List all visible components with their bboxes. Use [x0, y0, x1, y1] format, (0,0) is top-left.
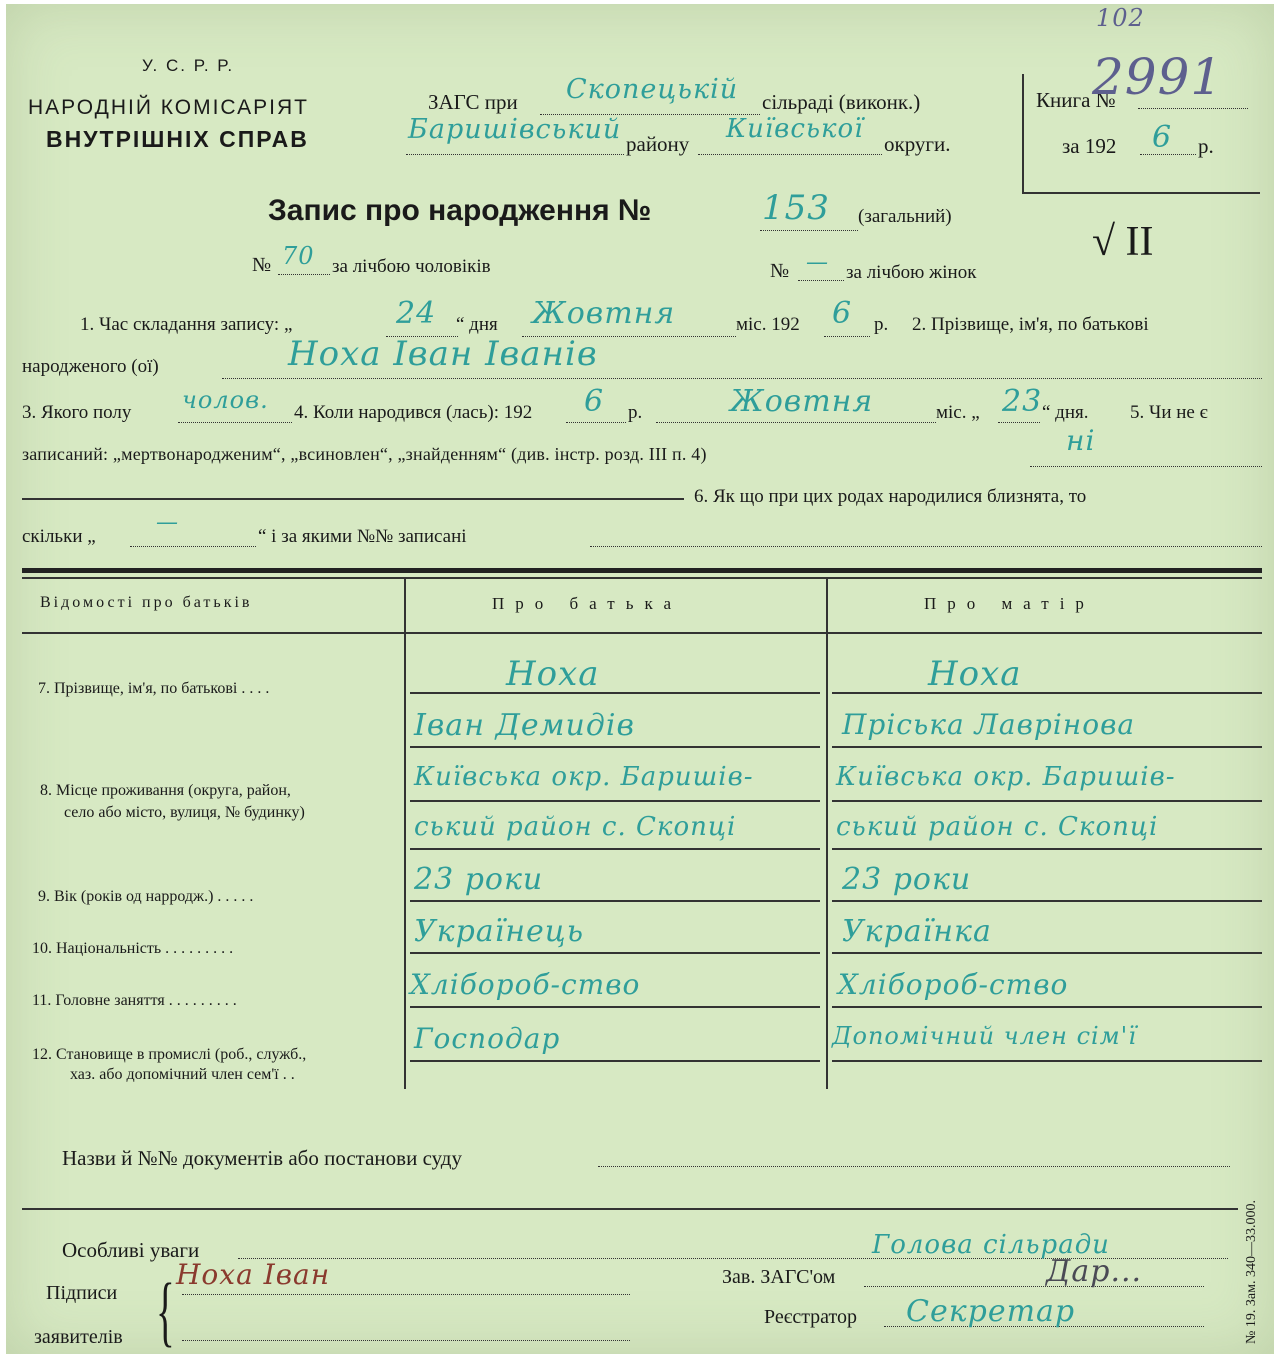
field5-extra-line: [22, 498, 684, 500]
okruha-line: [698, 154, 882, 155]
signatures-label-2: заявителів: [34, 1326, 123, 1348]
birth-record-form: [6, 4, 1274, 1354]
row-line: [832, 848, 1262, 850]
field1-year-prefix: міс. 192: [736, 314, 800, 335]
field4-year-value: 6: [584, 384, 605, 419]
field4-mid: р.: [628, 402, 643, 423]
row-line: [832, 692, 1262, 694]
field1-mid: “ дня: [456, 314, 498, 335]
field3-label: 3. Якого полу: [22, 402, 132, 423]
mother-name: Пріська Лаврінова: [842, 708, 1136, 741]
col-header-father: Про батька: [492, 594, 683, 613]
head-label: Зав. ЗАГС'ом: [722, 1266, 836, 1288]
mother-age: 23 роки: [842, 862, 972, 897]
field2-value: Ноха Іван Іванів: [288, 334, 598, 374]
col-header-labels: Відомості про батьків: [40, 594, 253, 611]
row-label-12a: 12. Становище в промислі (роб., служб.,: [32, 1046, 307, 1063]
field2-label: 2. Прізвище, ім'я, по батькові: [912, 314, 1149, 335]
row-line: [832, 1006, 1262, 1008]
row-line: [832, 800, 1262, 802]
field2-line: [222, 378, 1262, 379]
field1-year-suffix: р.: [874, 314, 889, 335]
field5-label: 5. Чи не є: [1130, 402, 1208, 423]
father-status: Господар: [414, 1022, 561, 1055]
book-year-prefix: за 192: [1062, 134, 1117, 158]
ministry-line1: НАРОДНІЙ КОМІСАРІЯТ: [28, 96, 309, 119]
mother-surname: Ноха: [928, 654, 1022, 694]
mother-occupation: Хлібороб-ство: [838, 968, 1069, 1001]
field4-month-line: [656, 422, 936, 423]
district-value: Баришівський: [408, 114, 622, 145]
field6-label-cont-a: скільки „: [22, 526, 96, 547]
field5-value: ні: [1066, 424, 1096, 457]
signature-brace: {: [156, 1267, 175, 1354]
registrar-signature: Секретар: [906, 1294, 1076, 1329]
row-line: [832, 746, 1262, 748]
district-line: [406, 154, 624, 155]
signature-line-1: [182, 1294, 630, 1295]
book-year-suffix: р.: [1198, 134, 1214, 158]
record-number-value: 153: [762, 188, 830, 228]
field3-line: [178, 422, 292, 423]
row-label-10: 10. Національність . . . . . . . . .: [32, 940, 234, 957]
women-counter-line: [798, 280, 844, 281]
field4-year-line: [566, 422, 626, 423]
signature-line-2: [182, 1340, 630, 1341]
row-line: [410, 746, 820, 748]
field4-day-value: 23: [1002, 384, 1043, 419]
row-label-9: 9. Вік (років од нарродж.) . . . . .: [38, 888, 254, 905]
father-surname: Ноха: [506, 654, 600, 694]
field4-month-value: Жовтня: [730, 384, 874, 419]
col-header-mother: Про матір: [924, 594, 1095, 613]
women-counter-prefix: №: [770, 260, 790, 282]
registrar-label: Реєстратор: [764, 1306, 858, 1328]
table-divider-2: [826, 579, 828, 1089]
side-print-number: № 19. Зам. 340—33.000.: [1244, 1200, 1259, 1344]
okruha-value: Київської: [726, 114, 864, 144]
head-signature: Дар...: [1046, 1254, 1143, 1289]
field4-day-line: [998, 422, 1040, 423]
book-label: Книга №: [1036, 88, 1116, 112]
father-residence-1: Київська окр. Баришів-: [414, 762, 754, 792]
table-divider-1: [404, 579, 406, 1089]
field3-value: чолов.: [182, 386, 269, 414]
field5-line: [1030, 466, 1262, 467]
zags-prefix: ЗАГС при: [428, 90, 518, 114]
men-counter-label: за лічбою чоловіків: [332, 256, 491, 277]
field6-count-line: [130, 546, 256, 547]
row-line: [832, 952, 1262, 954]
documents-line: [598, 1166, 1230, 1167]
row-line: [410, 952, 820, 954]
table-header-rule: [22, 632, 1262, 634]
zags-village-value: Скопецькій: [566, 74, 739, 105]
ministry-line2: ВНУТРІШНІХ СПРАВ: [46, 126, 309, 152]
field6-label: 6. Як що при цих родах народилися близнята, то: [694, 486, 1087, 507]
row-line: [410, 692, 820, 694]
zags-suffix: сільраді (виконк.): [762, 90, 921, 114]
form-title: Запис про народження №: [268, 194, 652, 227]
men-counter-line: [278, 274, 330, 275]
field2-label-cont: народженого (ої): [22, 356, 159, 377]
record-number-suffix: (загальний): [858, 206, 952, 227]
men-counter-prefix: №: [252, 254, 272, 276]
book-number-line: [1138, 108, 1248, 109]
okruha-label: округи.: [884, 132, 951, 156]
field4-label: 4. Коли народився (лась): 192: [294, 402, 533, 423]
field6-value: —: [156, 510, 179, 535]
book-number-value: 2991: [1092, 48, 1224, 106]
head-title: Голова сільради: [872, 1230, 1110, 1260]
mother-residence-1: Київська окр. Баришів-: [836, 762, 1176, 792]
field5-label-cont: записаний: „мертвонародженим“, „всиновлен“, „знайденням“ (див. інстр. розд. III п. 4): [22, 444, 707, 464]
father-occupation: Хлібороб-ство: [410, 968, 641, 1001]
row-line: [410, 1006, 820, 1008]
field6-label-cont-b: “ і за якими №№ записані: [258, 526, 467, 547]
district-label: району: [626, 132, 690, 156]
field4-day-suffix: “ дня.: [1042, 402, 1089, 423]
documents-label: Назви й №№ документів або постанови суду: [62, 1146, 462, 1170]
table-top-rule: [22, 568, 1262, 573]
women-counter-value: —: [806, 250, 829, 275]
father-age: 23 роки: [414, 862, 544, 897]
row-label-8b: село або місто, вулиця, № будинку): [64, 804, 305, 821]
row-line: [410, 848, 820, 850]
field1-year-line: [824, 336, 870, 337]
documents-extra-line: [22, 1208, 1238, 1210]
father-nationality: Українець: [414, 914, 585, 949]
row-line: [832, 900, 1262, 902]
row-line: [410, 800, 820, 802]
applicant-signature: Ноха Іван: [176, 1258, 331, 1291]
record-number-line: [760, 230, 858, 231]
field1-label: 1. Час складання запису: „: [80, 314, 293, 335]
father-residence-2: ський район с. Скопці: [414, 812, 737, 842]
field1-year-value: 6: [832, 296, 853, 331]
men-counter-value: 70: [282, 242, 315, 270]
head-signature-line: [864, 1286, 1204, 1287]
notes-label: Особливі уваги: [62, 1238, 200, 1262]
margin-check-mark: √ ІІ: [1092, 219, 1154, 265]
row-line: [410, 900, 820, 902]
field4-day-prefix: міс. „: [936, 402, 980, 423]
field1-day-value: 24: [396, 296, 437, 331]
field1-month-value: Жовтня: [532, 296, 676, 331]
mother-status: Допомічний член сім'ї: [832, 1022, 1137, 1050]
row-label-11: 11. Головне заняття . . . . . . . . .: [32, 992, 237, 1009]
women-counter-label: за лічбою жінок: [846, 262, 977, 283]
row-label-8a: 8. Місце проживання (округа, район,: [40, 782, 291, 799]
row-line: [410, 1060, 820, 1062]
republic-label: У. С. Р. Р.: [142, 56, 235, 75]
mother-nationality: Українка: [842, 914, 992, 949]
book-year-value: 6: [1152, 120, 1173, 155]
page-number: 102: [1096, 4, 1145, 32]
row-line: [832, 1060, 1262, 1062]
row-label-7: 7. Прізвище, ім'я, по батькові . . . .: [38, 680, 270, 697]
table-top-rule-thin: [22, 577, 1262, 579]
field6-numbers-line: [590, 546, 1262, 547]
father-name: Іван Демидів: [414, 708, 635, 743]
signatures-label-1: Підписи: [46, 1282, 118, 1304]
mother-residence-2: ський район с. Скопці: [836, 812, 1159, 842]
row-label-12b: хаз. або допомічний член сем'ї . .: [70, 1066, 295, 1083]
